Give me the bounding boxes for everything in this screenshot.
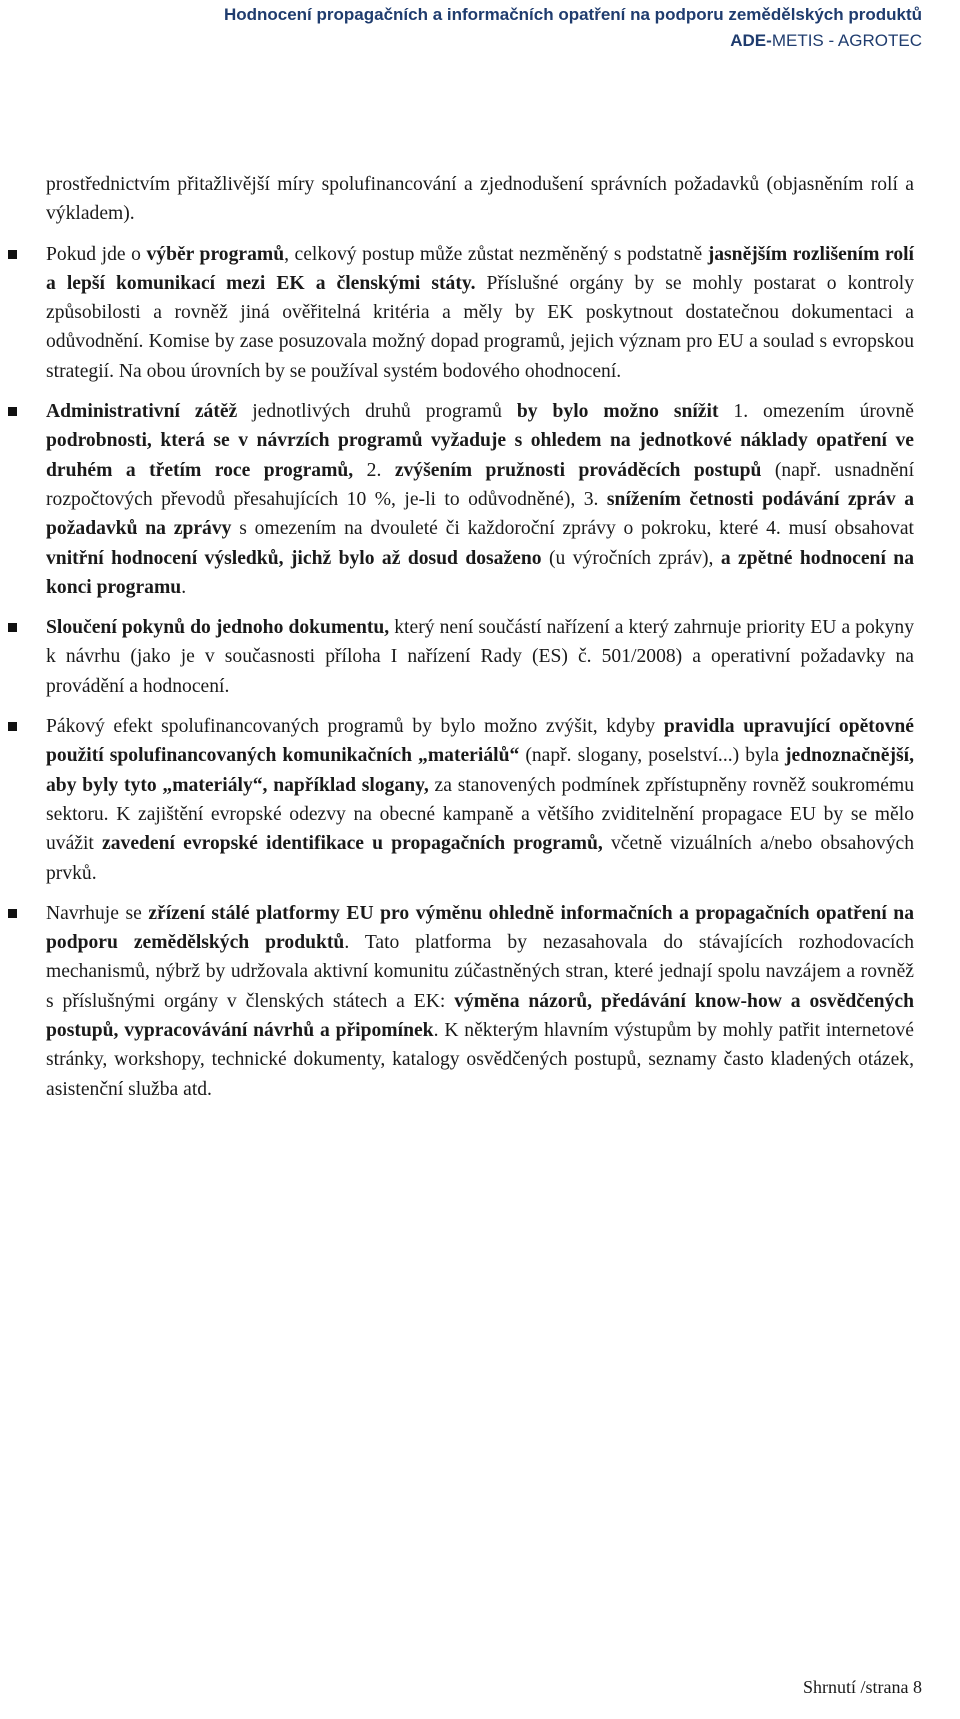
header-title: Hodnocení propagačních a informačních opatření na podporu zemědělských produktů — [223, 5, 922, 24]
intro-paragraph: prostřednictvím přitažlivější míry spolufinancování a zjednodušení správních požadavků (objasněním rolí a výkladem). — [46, 174, 914, 225]
bullet-eu-platform — [46, 899, 914, 1104]
text-run: včetně vizuálních a/nebo obsahových prvků. — [46, 833, 915, 884]
text-run: Pokud jde o — [46, 243, 147, 265]
page-header — [224, 4, 922, 52]
text-run: který není součástí nařízení a který zahrnuje priority EU a pokyny k návrhu (jako je v současnosti příloha I nařízení Rady (ES) č. 501/2008) a operativní požadavky na provádění a hodnocení. — [46, 617, 914, 697]
text-run-bold: by bylo možno snížit — [516, 401, 719, 423]
text-run-bold: zřízení stálé platformy EU pro výměnu ohledně informačních a propagačních opatření na podporu zemědělských produktů — [46, 902, 914, 954]
bullet-square-icon — [8, 623, 17, 632]
text-run-bold: jednoznačnější, aby byly tyto „materiály“, například slogany, — [46, 745, 914, 796]
text-run: 1. omezením úrovně — [718, 401, 915, 423]
text-run-bold: výběr programů — [146, 243, 285, 265]
text-run: . K některým hlavním výstupům by mohly patřit internetové stránky, workshopy, technické dokumenty, katalogy osvědčených postupů, seznamy často kladených otázek, asistenční služba atd. — [46, 1020, 914, 1100]
text-run-bold: podrobnosti, která se v návrzích programů vyžaduje s ohledem na jednotkové náklady opatření ve druhém a třetím roce programů, — [46, 430, 914, 481]
text-run: za stanovených podmínek zpřístupněny rovněž soukromému sektoru. K zajištění evropské odezvy na obecné kampaně a většího zviditelnění propagace EU by se mělo uvážit — [46, 774, 914, 855]
bullet-square-icon — [8, 407, 17, 416]
text-run-bold: a zpětné hodnocení na konci programu — [46, 547, 915, 598]
bullet-single-guidance-document — [46, 613, 914, 701]
text-run-bold: pravidla upravující opětovné použití spolufinancovaných komunikačních „materiálů“ — [46, 716, 915, 767]
bullet-programme-selection — [46, 240, 914, 386]
text-run-bold: výměna názorů, předávání know-how a osvědčených postupů, vypracovávání návrhů a připomínek — [46, 990, 914, 1042]
text-run: s omezením na dvouleté či každoroční zprávy o pokroku, které 4. musí obsahovat — [231, 518, 914, 540]
text-run-bold: jasnějším rozlišením rolí a lepší komunikací mezi EK a členskými státy. — [46, 243, 915, 294]
bullet-square-icon — [8, 909, 17, 918]
text-run: (např. usnadnění rozpočtových převodů přesahujících 10 %, je-li to odůvodněné), 3. — [46, 459, 915, 510]
text-run: . Tato platforma by nezasahovala do stávajících rozhodovacích mechanismů, nýbrž by udržovala aktivní komunitu zúčastněných stran, které jednají spolu navzájem a rovněž s příslušnými orgány v členských státech a EK: — [46, 932, 914, 1012]
header-org-prefix: ADE- — [730, 31, 772, 50]
header-organization — [224, 30, 922, 52]
text-run: (u výročních zpráv), — [541, 547, 721, 569]
bullet-square-icon — [8, 722, 17, 731]
text-run-bold: vnitřní hodnocení výsledků, jichž bylo až dosud dosaženo — [46, 547, 542, 569]
bullet-square-icon — [8, 250, 17, 259]
text-run-bold: Sloučení pokynů do jednoho dokumentu, — [46, 617, 390, 639]
header-org-suffix: METIS - AGROTEC — [771, 31, 922, 50]
text-run: jednotlivých druhů programů — [237, 401, 517, 423]
text-run: Pákový efekt spolufinancovaných programů by bylo možno zvýšit, kdyby — [46, 716, 664, 738]
text-run: Navrhuje se — [46, 902, 149, 924]
text-run-bold: zavedení evropské identifikace u propagačních programů, — [102, 833, 603, 855]
text-run: , celkový postup může zůstat nezměněný s podstatně — [284, 243, 708, 265]
page-footer: Shrnutí /strana 8 — [803, 1677, 922, 1697]
document-body — [46, 170, 914, 1104]
text-run: 2. — [353, 459, 395, 481]
text-run-bold: Administrativní zátěž — [46, 401, 238, 423]
text-run: . — [181, 576, 187, 598]
text-run: Příslušné orgány by se mohly postarat o kontroly způsobilosti a rovněž jiná ověřitelná kritéria a měly by EK poskytnout dostatečnou dokumentaci a odůvodnění. Komise by zase posuzovala možný dopad programů, jejich význam pro EU a soulad s evropskou strategií. Na obou úrovních by se používal systém bodového ohodnocení. — [46, 272, 914, 382]
bullet-leverage-effect — [46, 712, 914, 888]
text-run-bold: zvýšením pružnosti prováděcích postupů — [394, 459, 762, 481]
text-run: (např. slogany, poselství...) byla — [519, 745, 785, 767]
text-run-bold: snížením četnosti podávání zpráv a požadavků na zprávy — [46, 488, 914, 540]
bullet-administrative-burden — [46, 397, 914, 602]
